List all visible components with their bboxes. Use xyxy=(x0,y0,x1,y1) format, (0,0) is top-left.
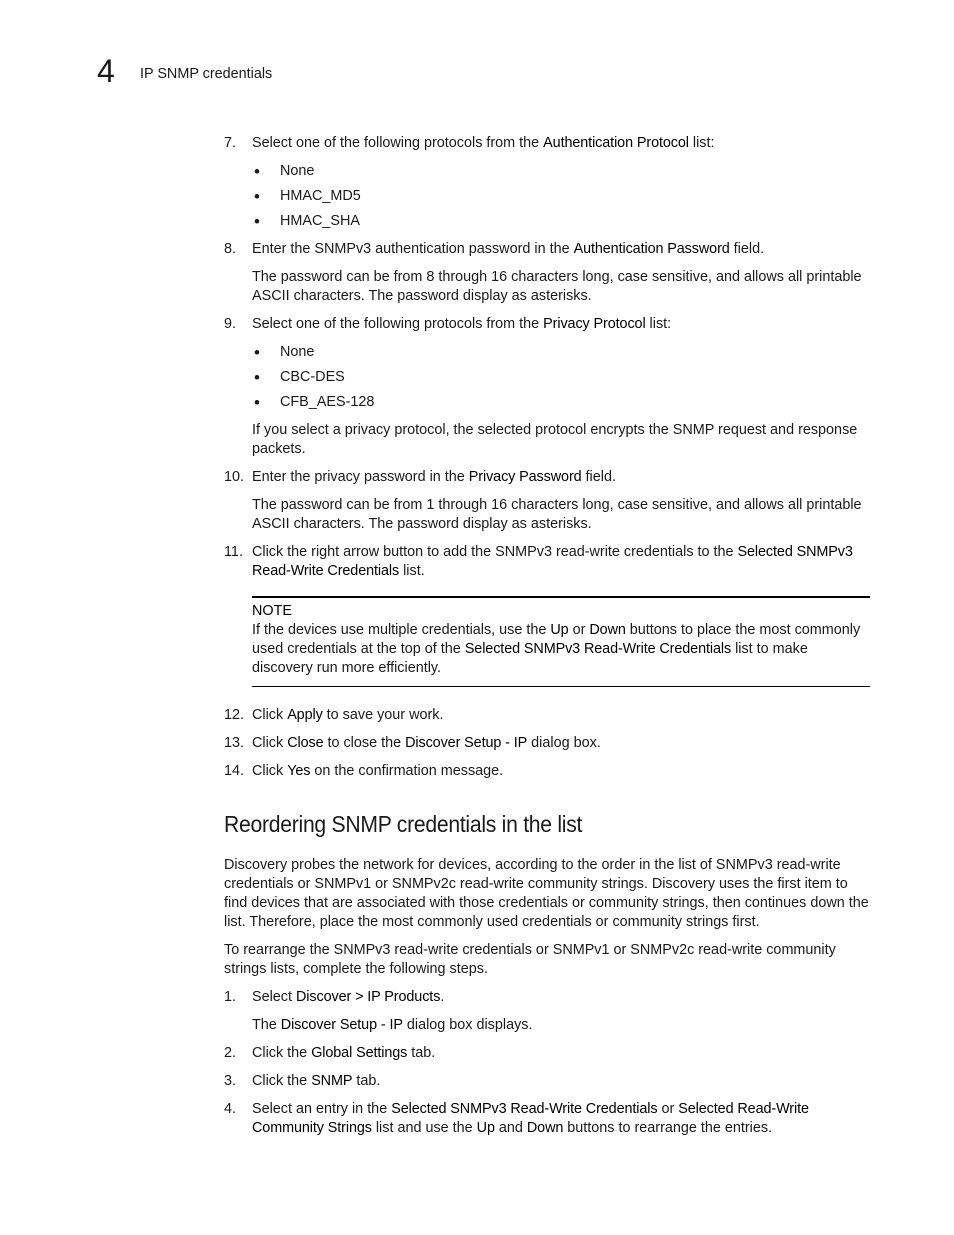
step-text-part: field. xyxy=(729,241,765,257)
step-9 xyxy=(224,315,870,334)
step-text-part: list and use the xyxy=(371,1120,477,1136)
step-text-part: Click xyxy=(252,763,288,779)
note-text-part: list to make discovery run more efficiently. xyxy=(252,641,808,676)
ui-term: Up xyxy=(476,1120,495,1136)
ui-term: Down xyxy=(526,1120,564,1136)
ui-term: SNMP xyxy=(311,1073,353,1089)
step-text-part: field. xyxy=(581,469,616,485)
step-14 xyxy=(224,762,870,781)
step-text-part: dialog box. xyxy=(527,735,601,751)
auth-protocol-list xyxy=(252,162,870,231)
step-text-part: Click the right arrow button to add the SNMPv3 read-write credentials to the xyxy=(252,544,738,560)
step-text xyxy=(252,543,870,581)
step-number: 2. xyxy=(224,1045,237,1061)
step-number: 13. xyxy=(224,735,245,751)
step-text-part: to close the xyxy=(323,735,406,751)
step-text xyxy=(252,240,870,259)
ui-term: Selected SNMPv3 Read-Write Credentials xyxy=(464,641,732,657)
ui-term: Privacy Password xyxy=(468,469,582,485)
ui-term: Privacy Protocol xyxy=(543,316,646,332)
section-paragraph: To rearrange the SNMPv3 read-write credentials or SNMPv1 or SNMPv2c read-write community strings lists, complete the following steps. xyxy=(224,942,836,977)
step-11 xyxy=(224,543,870,581)
step-text-part: buttons to rearrange the entries. xyxy=(563,1120,773,1136)
step-7 xyxy=(224,134,870,153)
step-12 xyxy=(224,706,870,725)
step-text xyxy=(252,1072,870,1091)
list-item: • CFB_AES-128 xyxy=(252,393,870,412)
note-title: NOTE xyxy=(252,603,292,619)
step-text-part: and xyxy=(494,1120,527,1136)
step-text xyxy=(252,315,870,334)
step-text-part: Select an entry in the xyxy=(252,1101,392,1117)
ui-term: Selected SNMPv3 Read-Write Credentials xyxy=(252,544,853,579)
step-number: 11. xyxy=(224,544,243,560)
chapter-title: IP SNMP credentials xyxy=(140,66,273,82)
step-text-part: Click the xyxy=(252,1073,312,1089)
step-text-part: list. xyxy=(399,563,425,579)
step-text xyxy=(252,734,870,753)
step-number: 10. xyxy=(224,469,245,485)
ui-term: Discover Setup - IP xyxy=(280,1017,403,1033)
step-number: 14. xyxy=(224,763,245,779)
step-13 xyxy=(224,734,870,753)
list-item: • None xyxy=(252,343,870,362)
list-item: • CBC-DES xyxy=(252,368,870,387)
step-text xyxy=(252,1044,870,1063)
step-text xyxy=(252,706,870,725)
step-number: 1. xyxy=(224,989,237,1005)
reorder-step-3 xyxy=(224,1072,870,1091)
section-heading: Reordering SNMP credentials in the list xyxy=(224,811,583,837)
reorder-step-1 xyxy=(224,988,870,1007)
reorder-step-1-detail xyxy=(252,1016,870,1035)
step-8-detail: The password can be from 8 through 16 characters long, case sensitive, and allows all printable ASCII characters. The password display as asterisks. xyxy=(252,269,862,304)
step-text-part: Click xyxy=(252,707,288,723)
step-number: 12. xyxy=(224,707,245,723)
ui-term: Close xyxy=(287,735,324,751)
ui-term: Apply xyxy=(287,707,323,723)
step-9-detail: If you select a privacy protocol, the selected protocol encrypts the SNMP request and response packets. xyxy=(252,422,858,457)
note-text-part: If the devices use multiple credentials, use the xyxy=(252,622,551,638)
step-text-part: Select xyxy=(252,989,296,1005)
ui-term: Up xyxy=(550,622,569,638)
note-text-part: buttons to place the most commonly used credentials at the top of the xyxy=(252,622,861,657)
chapter-number: 4 xyxy=(97,53,115,89)
ui-term: Yes xyxy=(287,763,311,779)
step-text-part: The xyxy=(252,1017,281,1033)
note-box xyxy=(252,596,870,687)
privacy-protocol-list xyxy=(252,343,870,412)
step-number: 8. xyxy=(224,241,237,257)
step-text-part: dialog box displays. xyxy=(402,1017,533,1033)
note-text xyxy=(252,621,870,678)
ui-term: Global Settings xyxy=(311,1045,408,1061)
step-text xyxy=(252,762,870,781)
ui-term: Authentication Password xyxy=(573,241,730,257)
step-text-part: list: xyxy=(645,316,672,332)
step-8 xyxy=(224,240,870,259)
step-text-part: Select one of the following protocols from the xyxy=(252,316,544,332)
reorder-step-4 xyxy=(224,1100,870,1138)
ui-term: Discover Setup - IP xyxy=(405,735,528,751)
ui-term: Selected Read-Write Community Strings xyxy=(252,1101,809,1136)
note-text-part: or xyxy=(568,622,590,638)
ui-term: Authentication Protocol xyxy=(543,135,689,151)
step-text-part: Enter the SNMPv3 authentication password in the xyxy=(252,241,574,257)
step-text-part: to save your work. xyxy=(322,707,444,723)
step-number: 4. xyxy=(224,1101,237,1117)
step-text-part: list: xyxy=(688,135,715,151)
list-item: • None xyxy=(252,162,870,181)
step-text xyxy=(252,1100,870,1138)
step-text-part: tab. xyxy=(407,1045,436,1061)
step-text xyxy=(252,988,870,1007)
step-text-part: . xyxy=(440,989,445,1005)
list-item: • HMAC_SHA xyxy=(252,212,870,231)
step-text-part: or xyxy=(657,1101,679,1117)
step-number: 3. xyxy=(224,1073,237,1089)
list-item: • HMAC_MD5 xyxy=(252,187,870,206)
ui-term: Discover > IP Products xyxy=(296,989,441,1005)
step-text-part: Select one of the following protocols from the xyxy=(252,135,544,151)
reorder-step-2 xyxy=(224,1044,870,1063)
step-text-part: on the confirmation message. xyxy=(310,763,504,779)
step-text-part: Click xyxy=(252,735,288,751)
step-text xyxy=(252,468,870,487)
section-paragraph: Discovery probes the network for devices, according to the order in the list of SNMPv3 read-write credentials or SNMPv1 or SNMPv2c read-write community strings. Discovery uses the first item to find devices that are associated with those credentials or community strings, then continues down the list. Therefore, place the most commonly used credentials or community strings first. xyxy=(224,857,869,930)
step-number: 7. xyxy=(224,135,237,151)
ui-term: Selected SNMPv3 Read-Write Credentials xyxy=(391,1101,658,1117)
step-text-part: Click the xyxy=(252,1045,312,1061)
step-number: 9. xyxy=(224,316,237,332)
page-content xyxy=(224,134,870,1147)
step-text-part: Enter the privacy password in the xyxy=(252,469,469,485)
step-10 xyxy=(224,468,870,487)
step-10-detail: The password can be from 1 through 16 characters long, case sensitive, and allows all printable ASCII characters. The password display as asterisks. xyxy=(252,497,862,532)
ui-term: Down xyxy=(589,622,626,638)
step-text-part: tab. xyxy=(352,1073,381,1089)
step-text xyxy=(252,134,870,153)
